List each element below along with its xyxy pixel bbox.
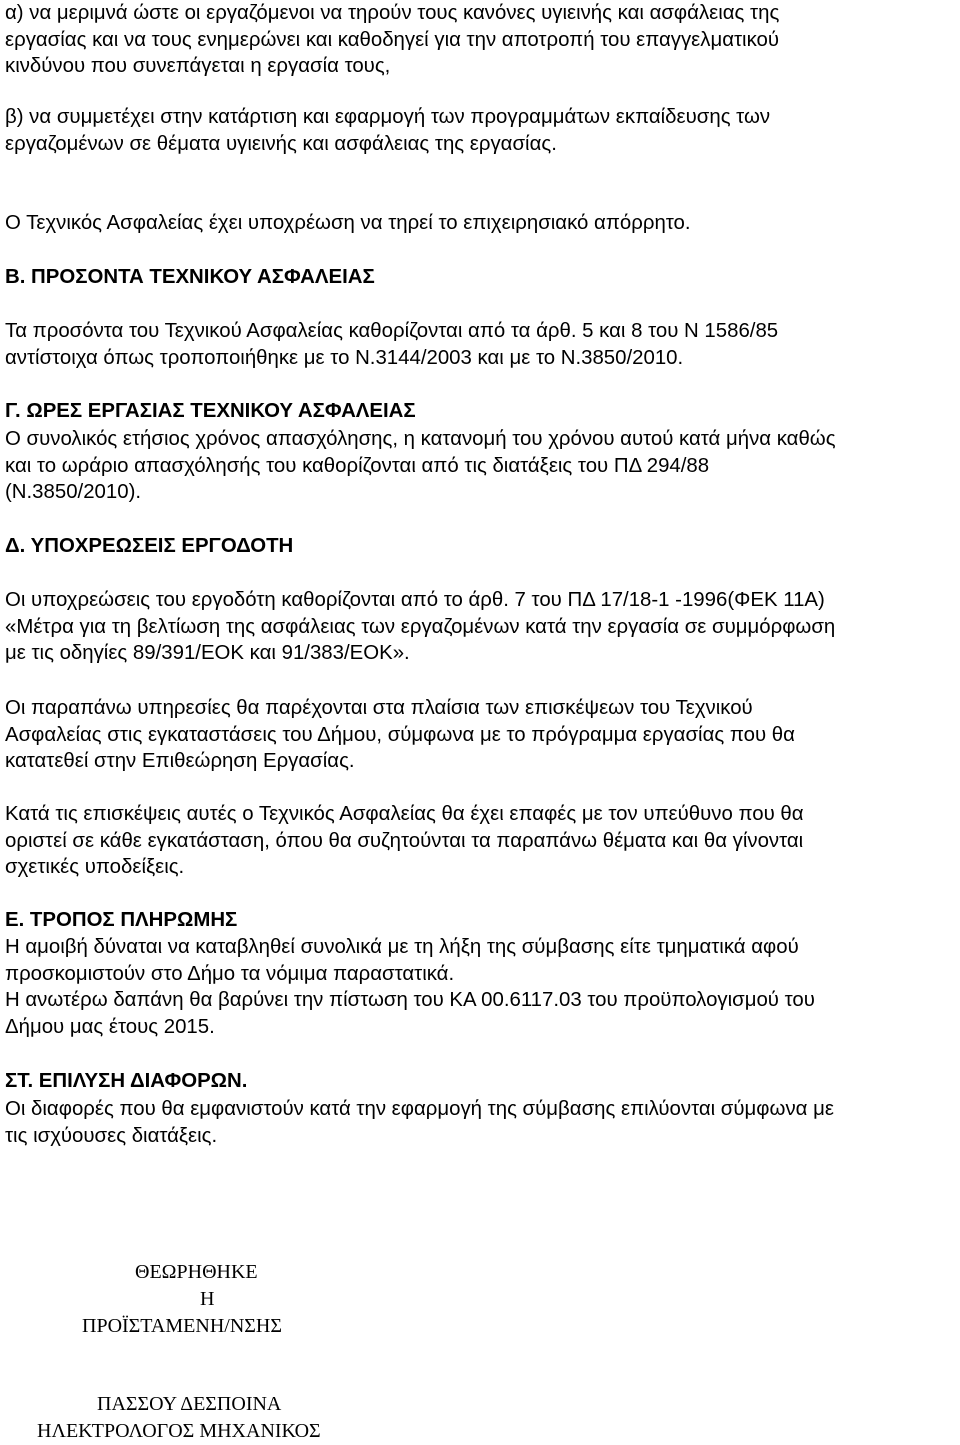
heading-employer-obligations: Δ. ΥΠΟΧΡΕΩΣΕΙΣ ΕΡΓΟΔΟΤΗ [5,535,294,557]
paragraph-visits: Κατά τις επισκέψεις αυτές ο Τεχνικός Ασφαλείας θα έχει επαφές με τον υπεύθυνο που θα οριστεί σε κάθε εγκατάσταση, όπου θα συζητούνται τα παραπάνω θέματα και θα γίνονται σχετικές υποδείξεις. [5,803,804,878]
paragraph-employer-obligations: Οι υποχρεώσεις του εργοδότη καθορίζονται από το άρθ. 7 του ΠΔ 17/18-1 -1996(ΦΕΚ 11Α) «Μέτρα για τη βελτίωση της ασφάλειας των εργαζομένων κατά την εργασία σε συμμόρφωση με τις οδηγίες 89/391/ΕΟΚ και 91/383/ΕΟΚ». [5,589,836,664]
paragraph-payment: Η αμοιβή δύναται να καταβληθεί συνολικά με τη λήξη της σύμβασης είτε τμηματικά αφού προσκομιστούν στο Δήμο τα νόμιμα παραστατικά. Η ανωτέρω δαπάνη θα βαρύνει την πίστωση του ΚΑ 00.6117.03 του προϋπολογισμού του Δήμου μας έτους 2015. [5,936,815,1038]
paragraph-disputes: Οι διαφορές που θα εμφανιστούν κατά την εφαρμογή της σύμβασης επιλύονται σύμφωνα με τις ισχύουσες διατάξεις. [5,1098,834,1147]
paragraph-qualifications: Τα προσόντα του Τεχνικού Ασφαλείας καθορίζονται από τα άρθ. 5 και 8 του Ν 1586/85 αντίστοιχα όπως τροποποιήθηκε με το Ν.3144/2003 και με το Ν.3850/2010. [5,320,779,369]
heading-qualifications: Β. ΠΡΟΣΟΝΤΑ ΤΕΧΝΙΚΟΥ ΑΣΦΑΛΕΙΑΣ [5,266,375,288]
heading-working-hours: Γ. ΩΡΕΣ ΕΡΓΑΣΙΑΣ ΤΕΧΝΙΚΟΥ ΑΣΦΑΛΕΙΑΣ [5,400,416,422]
heading-dispute-resolution: ΣΤ. ΕΠΙΛΥΣΗ ΔΙΑΦΟΡΩΝ. [5,1070,248,1092]
paragraph-b: β) να συμμετέχει στην κατάρτιση και εφαρμογή των προγραμμάτων εκπαίδευσης των εργαζομένων σε θέματα υγιεινής και ασφάλειας της εργασίας. [5,106,771,155]
signatory-title: ΗΛΕΚΤΡΟΛΟΓΟΣ ΜΗΧΑΝΙΚΟΣ [37,1420,321,1442]
paragraph-a: α) να μεριμνά ώστε οι εργαζόμενοι να τηρούν τους κανόνες υγιεινής και ασφάλειας της εργασίας και να τους ενημερώνει και καθοδηγεί για την αποτροπή του επαγγελματικού κινδύνου που συνεπάγεται η εργασία τους, [5,2,780,77]
approval-role: ΠΡΟΪΣΤΑΜΕΝΗ/ΝΣΗΣ [82,1315,282,1337]
paragraph-working-hours: Ο συνολικός ετήσιος χρόνος απασχόλησης, η κατανομή του χρόνου αυτού κατά μήνα καθώς και το ωράριο απασχόλησής του καθορίζονται από τις διατάξεις του ΠΔ 294/88 (Ν.3850/2010). [5,428,836,503]
approval-label: ΘΕΩΡΗΘΗΚΕ [135,1261,258,1283]
heading-payment-method: Ε. ΤΡΟΠΟΣ ΠΛΗΡΩΜΗΣ [5,909,238,931]
paragraph-confidentiality: Ο Τεχνικός Ασφαλείας έχει υποχρέωση να τηρεί το επιχειρησιακό απόρρητο. [5,212,691,234]
signatory-name: ΠΑΣΣΟΥ ΔΕΣΠΟΙΝΑ [97,1393,282,1415]
paragraph-services: Οι παραπάνω υπηρεσίες θα παρέχονται στα πλαίσια των επισκέψεων του Τεχνικού Ασφαλείας στις εγκαταστάσεις του Δήμου, σύμφωνα με το πρόγραμμα εργασίας που θα κατατεθεί στην Επιθεώρηση Εργασίας. [5,697,795,772]
approval-article: Η [200,1288,215,1310]
